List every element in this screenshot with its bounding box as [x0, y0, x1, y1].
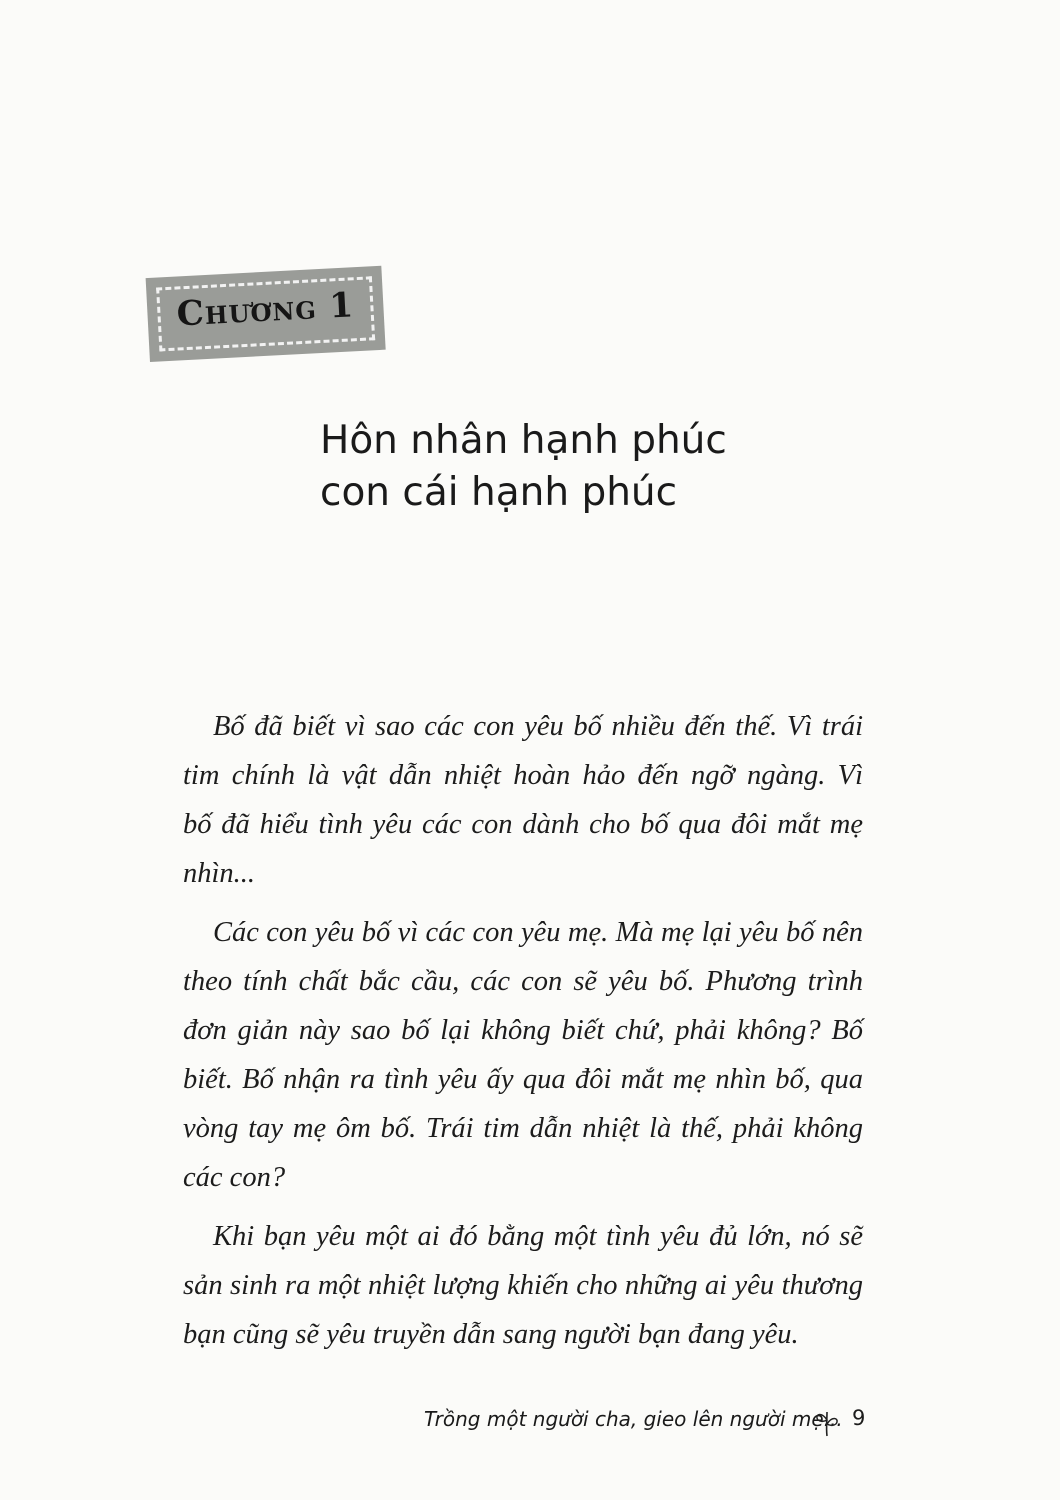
- chapter-label: Chương 1: [175, 285, 356, 335]
- title-line: Hôn nhân hạnh phúc: [320, 418, 727, 463]
- paragraph: [183, 908, 863, 1202]
- page-number: 9: [852, 1406, 866, 1430]
- paragraph: [183, 1212, 863, 1359]
- chapter-badge: [146, 266, 386, 362]
- running-title: Trồng một người cha, gieo lên người mẹ...: [424, 1407, 843, 1431]
- title-line: con cái hạnh phúc: [320, 470, 678, 515]
- text-line: Bố đã biết vì sao các con yêu bố nhiều đến thế. Vì trái: [213, 711, 863, 742]
- text-line: theo tính chất bắc cầu, các con sẽ yêu bố. Phương trình: [183, 966, 863, 997]
- text-line: sản sinh ra một nhiệt lượng khiến cho những ai yêu thương: [183, 1270, 863, 1301]
- chapter-title: [320, 415, 727, 519]
- text-line: Khi bạn yêu một ai đó bằng một tình yêu đủ lớn, nó sẽ: [213, 1221, 863, 1252]
- text-line: biết. Bố nhận ra tình yêu ấy qua đôi mắt mẹ nhìn bố, qua: [183, 1064, 863, 1095]
- text-line: nhìn...: [183, 858, 256, 889]
- text-line: Các con yêu bố vì các con yêu mẹ. Mà mẹ lại yêu bố nên: [213, 917, 863, 948]
- body-text: [183, 702, 863, 1359]
- text-line: các con?: [183, 1162, 286, 1193]
- text-line: vòng tay mẹ ôm bố. Trái tim dẫn nhiệt là thế, phải không: [183, 1113, 863, 1144]
- paragraph: [183, 702, 863, 898]
- text-line: tim chính là vật dẫn nhiệt hoàn hảo đến ngỡ ngàng. Vì: [183, 760, 863, 791]
- sprout-icon: [814, 1404, 840, 1438]
- text-line: đơn giản này sao bố lại không biết chứ, phải không? Bố: [183, 1015, 863, 1046]
- text-line: bạn cũng sẽ yêu truyền dẫn sang người bạn đang yêu.: [183, 1319, 799, 1350]
- text-line: bố đã hiểu tình yêu các con dành cho bố qua đôi mắt mẹ: [183, 809, 863, 840]
